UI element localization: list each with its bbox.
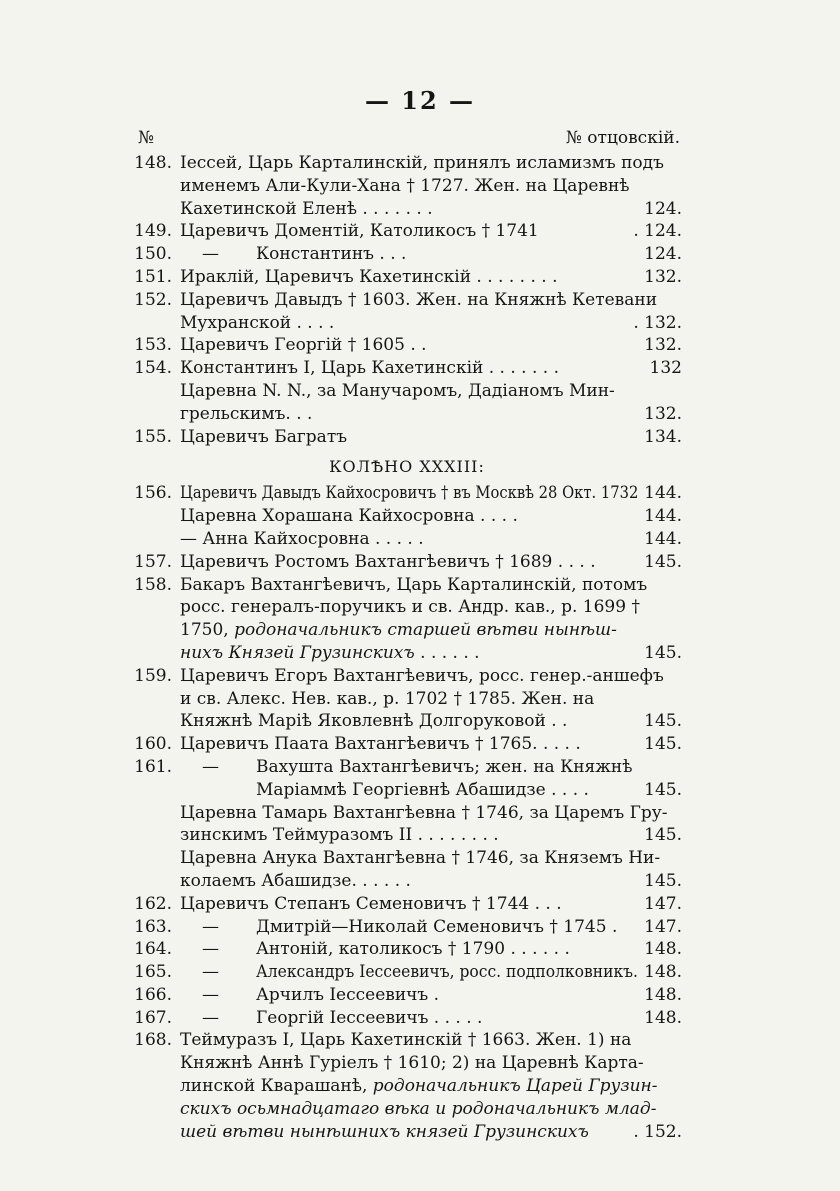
entry-text-plain: линской Кварашанѣ, xyxy=(180,1076,373,1097)
entry-text xyxy=(180,312,334,335)
father-page-ref: 145. xyxy=(644,711,682,732)
entry-text-plain: колаемъ Абашидзе. . . . . . xyxy=(180,870,411,891)
entry-line xyxy=(132,574,682,597)
entry-number: 168. xyxy=(134,1030,172,1051)
father-page-ref: 147. xyxy=(644,916,682,937)
entry-line xyxy=(132,1121,682,1144)
entry-text-plain: и св. Алекс. Нев. кав., р. 1702 † 1785. Жен. на xyxy=(180,688,595,709)
entry-text-plain: Царевна Хорашана Кайхосровна . . . . xyxy=(180,506,518,527)
entry-line xyxy=(132,334,682,357)
entry-line xyxy=(132,357,682,380)
entry-line xyxy=(132,619,682,642)
entry-text-plain: Дмитрій—Николай Семеновичъ † 1745 . xyxy=(256,916,618,937)
entry-text xyxy=(180,1052,644,1075)
entry-text xyxy=(256,916,617,939)
entry xyxy=(132,243,682,266)
entry xyxy=(132,756,682,893)
entry xyxy=(132,893,682,916)
dash-mark: — xyxy=(202,756,219,777)
entry-line xyxy=(132,1098,682,1121)
entry-line xyxy=(132,824,682,847)
entry-line xyxy=(132,893,682,916)
entry-text-plain: Антоній, католикосъ † 1790 . . . . . . xyxy=(256,939,570,960)
entry-number: 163. xyxy=(134,916,172,937)
entry-line xyxy=(132,870,682,893)
entry-text xyxy=(180,1098,656,1121)
entry-text-plain: Ираклій, Царевичъ Кахетинскій . . . . . . . . xyxy=(180,266,558,287)
entry-text xyxy=(180,482,638,505)
entry-number: 160. xyxy=(134,734,172,755)
entry-text xyxy=(180,642,480,665)
entry-text xyxy=(180,152,664,175)
entry-text xyxy=(180,1029,631,1052)
entry-line xyxy=(132,289,682,312)
father-page-ref: 145. xyxy=(644,870,682,891)
entry xyxy=(132,266,682,289)
entry-text-plain: Царевичъ Егоръ Вахтангѣевичъ, росс. генер.-аншефъ xyxy=(180,665,664,686)
father-page-ref: . 132. xyxy=(633,312,682,333)
entry-text-plain: — Анна Кайхосровна . . . . . xyxy=(180,528,424,549)
dash-mark: — xyxy=(202,984,219,1005)
entry-line xyxy=(132,688,682,711)
column-header xyxy=(138,128,680,152)
entry-line xyxy=(132,665,682,688)
father-page-ref: 148. xyxy=(644,939,682,960)
entry-text-plain: Александръ Іессеевичъ, росс. подполковникъ. xyxy=(256,962,638,983)
genealogy-list xyxy=(132,152,682,1143)
entry-text-plain: Царевичъ Паата Вахтангѣевичъ † 1765. . . . . xyxy=(180,734,581,755)
entry-text-plain: Царевичъ Багратъ xyxy=(180,426,348,447)
entry-text xyxy=(180,357,559,380)
entry xyxy=(132,289,682,335)
entry-text-plain: Царевичъ Георгій † 1605 . . xyxy=(180,335,427,356)
entry xyxy=(132,984,682,1007)
entry-line xyxy=(132,802,682,825)
entry-text-plain: Арчилъ Іессеевичъ . xyxy=(256,984,440,1005)
father-page-ref: . 124. xyxy=(633,221,682,242)
entry xyxy=(132,357,682,425)
entry-text-plain: именемъ Али-Кули-Хана † 1727. Жен. на Царевнѣ xyxy=(180,175,630,196)
entry-text-plain: Царевна N. N., за Манучаромъ, Дадіаномъ Мин- xyxy=(180,380,615,401)
entry-text xyxy=(180,220,539,243)
entry-text-leader: . . . . . . xyxy=(414,642,480,663)
entry-text-plain: зинскимъ Теймуразомъ II . . . . . . . . xyxy=(180,825,499,846)
entry xyxy=(132,961,682,984)
entry-text-plain: росс. генералъ-поручикъ и св. Андр. кав., р. 1699 † xyxy=(180,597,640,618)
entry-number: 152. xyxy=(134,289,172,310)
entry-text xyxy=(256,1007,482,1030)
entries-group-b xyxy=(132,482,682,1143)
entry-line xyxy=(132,596,682,619)
entry-line xyxy=(132,961,682,984)
entry-text xyxy=(180,1075,658,1098)
father-page-ref: . 152. xyxy=(633,1121,682,1142)
father-page-ref: 132. xyxy=(644,335,682,356)
entry-line xyxy=(132,847,682,870)
entry-text-plain: Царевичъ Давыдъ † 1603. Жен. на Княжнѣ Кетевани xyxy=(180,289,658,310)
entry xyxy=(132,426,682,449)
entry-text-plain: Мухранской . . . . xyxy=(180,312,335,333)
entry-text-italic: скихъ осьмнадцатаго вѣка и родоначальникъ млад- xyxy=(180,1098,657,1119)
entry-text xyxy=(180,380,615,403)
entry-number: 154. xyxy=(134,358,172,379)
entry-text xyxy=(180,426,347,449)
entry-number: 158. xyxy=(134,574,172,595)
entry-text-plain: Царевичъ Доментій, Католикосъ † 1741 xyxy=(180,221,539,242)
entry-text xyxy=(180,733,581,756)
entry-text-plain: Вахушта Вахтангѣевичъ; жен. на Княжнѣ xyxy=(256,756,633,777)
entry-text xyxy=(256,984,439,1007)
father-page-ref: 145. xyxy=(644,779,682,800)
father-page-ref: 145. xyxy=(644,642,682,663)
entry-line xyxy=(132,505,682,528)
entry-text-plain: Маріаммѣ Георгіевнѣ Абашидзе . . . . xyxy=(256,779,589,800)
entry-text xyxy=(180,198,433,221)
entry-text xyxy=(180,596,640,619)
entry-number: 157. xyxy=(134,551,172,572)
entry xyxy=(132,1029,682,1143)
entry-text-italic: шей вѣтви нынѣшнихъ князей Грузинскихъ xyxy=(180,1121,589,1142)
entry-text xyxy=(180,619,617,642)
entry-text-plain: Бакаръ Вахтангѣевичъ, Царь Карталинскій, потомъ xyxy=(180,574,648,595)
father-page-ref: 144. xyxy=(644,483,682,504)
dash-mark: — xyxy=(202,1007,219,1028)
entry xyxy=(132,938,682,961)
father-page-ref: 148. xyxy=(644,984,682,1005)
entry-text xyxy=(180,334,427,357)
father-page-ref: 145. xyxy=(644,825,682,846)
entry-line xyxy=(132,756,682,779)
entry-line xyxy=(132,312,682,335)
entry-text-plain: 1750, xyxy=(180,620,235,641)
entry-text-italic: родоначальникъ Царей Грузин- xyxy=(372,1076,658,1097)
entry-number: 155. xyxy=(134,426,172,447)
father-number-column-label: № отцовскій. xyxy=(565,128,680,148)
entry-number: 148. xyxy=(134,153,172,173)
entry-text xyxy=(256,779,589,802)
entry-text xyxy=(256,938,570,961)
entry-number: 167. xyxy=(134,1007,172,1028)
entry-text-plain: Константинъ . . . xyxy=(256,244,407,265)
entry-text-plain: Теймуразъ I, Царь Кахетинскій † 1663. Жен. 1) на xyxy=(180,1030,632,1051)
entry-line xyxy=(132,198,682,221)
entry xyxy=(132,551,682,574)
entry-line xyxy=(132,426,682,449)
entry-line xyxy=(132,710,682,733)
entry-text xyxy=(256,961,638,984)
father-page-ref: 148. xyxy=(644,1007,682,1028)
entry-number: 149. xyxy=(134,221,172,242)
entry-text-plain: Константинъ I, Царь Кахетинскій . . . . . . . xyxy=(180,358,559,379)
entry xyxy=(132,665,682,733)
father-page-ref: 132. xyxy=(644,266,682,287)
entries-group-a xyxy=(132,152,682,448)
entry-line xyxy=(132,938,682,961)
father-page-ref: 145. xyxy=(644,551,682,572)
entry-text-plain: Царевичъ Ростомъ Вахтангѣевичъ † 1689 . . . . xyxy=(180,551,596,572)
entry-line xyxy=(132,528,682,551)
entry-text xyxy=(180,893,562,916)
entry-number: 161. xyxy=(134,756,172,777)
entry-number: 153. xyxy=(134,335,172,356)
entry xyxy=(132,733,682,756)
entry-number: 156. xyxy=(134,483,172,504)
entry-text-plain: Царевичъ Степанъ Семеновичъ † 1744 . . . xyxy=(180,893,562,914)
entry-number: 150. xyxy=(134,244,172,265)
entry-text xyxy=(180,403,312,426)
entry-number: 159. xyxy=(134,665,172,686)
entry-text-plain: Кахетинской Еленѣ . . . . . . . xyxy=(180,198,433,219)
entry-line xyxy=(132,243,682,266)
entry-line xyxy=(132,984,682,1007)
entry-line xyxy=(132,916,682,939)
entry-line xyxy=(132,482,682,505)
entry-line xyxy=(132,551,682,574)
father-page-ref: 132 xyxy=(649,358,682,379)
entry-line xyxy=(132,266,682,289)
entry xyxy=(132,916,682,939)
entry-line xyxy=(132,220,682,243)
entry-text-plain: Георгій Іессеевичъ . . . . . xyxy=(256,1007,483,1028)
number-column-label: № xyxy=(138,128,155,148)
father-page-ref: 124. xyxy=(644,244,682,265)
entry-text xyxy=(180,266,558,289)
dash-mark: — xyxy=(202,244,219,265)
entry xyxy=(132,1007,682,1030)
entry-text-plain: Княжнѣ Маріѣ Яковлевнѣ Долгоруковой . . xyxy=(180,711,568,732)
entry-text xyxy=(180,1121,589,1144)
entry-text xyxy=(180,870,411,893)
entry-line xyxy=(132,1007,682,1030)
entry-text-plain: Іессей, Царь Карталинскій, принялъ исламизмъ подъ xyxy=(180,153,664,173)
entry-number: 151. xyxy=(134,266,172,287)
entry xyxy=(132,574,682,665)
entry-text-italic: родоначальникъ старшей вѣтви нынѣш- xyxy=(234,620,617,641)
dash-mark: — xyxy=(202,939,219,960)
entry-line xyxy=(132,175,682,198)
entry-text xyxy=(180,528,424,551)
entry xyxy=(132,334,682,357)
entry-text xyxy=(180,710,567,733)
entry-text xyxy=(180,574,647,597)
dash-mark: — xyxy=(202,916,219,937)
entry-line xyxy=(132,779,682,802)
entry-text xyxy=(180,665,664,688)
entry-number: 162. xyxy=(134,893,172,914)
entry-number: 166. xyxy=(134,984,172,1005)
dash-mark: — xyxy=(202,962,219,983)
entry-text xyxy=(180,847,660,870)
entry-line xyxy=(132,733,682,756)
entry-line xyxy=(132,642,682,665)
entry-text-italic: нихъ Князей Грузинскихъ xyxy=(180,642,415,663)
entry-text-plain: Царевичъ Давыдъ Кайхосровичъ † въ Москвѣ 28 Окт. 1732 xyxy=(180,483,639,504)
father-page-ref: 134. xyxy=(644,426,682,447)
entry-text xyxy=(180,824,499,847)
section-heading: КОЛѢНО XXXIII: xyxy=(329,457,485,477)
entry-text xyxy=(180,551,596,574)
entry xyxy=(132,220,682,243)
father-page-ref: 144. xyxy=(644,528,682,549)
father-page-ref: 144. xyxy=(644,506,682,527)
entry-line xyxy=(132,1029,682,1052)
entry-text xyxy=(180,175,630,198)
entry-line xyxy=(132,380,682,403)
entry-line xyxy=(132,403,682,426)
entry-text-plain: Княжнѣ Аннѣ Гуріелъ † 1610; 2) на Царевнѣ Карта- xyxy=(180,1053,644,1074)
entry-number: 164. xyxy=(134,939,172,960)
entry-text xyxy=(180,688,594,711)
entry-text-plain: Царевна Тамарь Вахтангѣевна † 1746, за Царемъ Гру- xyxy=(180,802,668,823)
entry-text xyxy=(256,243,406,266)
entry-number: 165. xyxy=(134,962,172,983)
father-page-ref: 124. xyxy=(644,198,682,219)
entry-text xyxy=(180,505,518,528)
page-number: — 12 — xyxy=(364,86,476,115)
entry-text xyxy=(256,756,633,779)
entry-line xyxy=(132,152,682,175)
entry-text-plain: Царевна Анука Вахтангѣевна † 1746, за Княземъ Ни- xyxy=(180,848,661,869)
entry xyxy=(132,152,682,220)
entry-line xyxy=(132,1075,682,1098)
father-page-ref: 147. xyxy=(644,893,682,914)
entry-text xyxy=(180,289,657,312)
entry-text-plain: грельскимъ. . . xyxy=(180,403,313,424)
entry-line xyxy=(132,1052,682,1075)
entry xyxy=(132,482,682,550)
father-page-ref: 145. xyxy=(644,734,682,755)
father-page-ref: 132. xyxy=(644,403,682,424)
father-page-ref: 148. xyxy=(644,962,682,983)
entry-text xyxy=(180,802,667,825)
